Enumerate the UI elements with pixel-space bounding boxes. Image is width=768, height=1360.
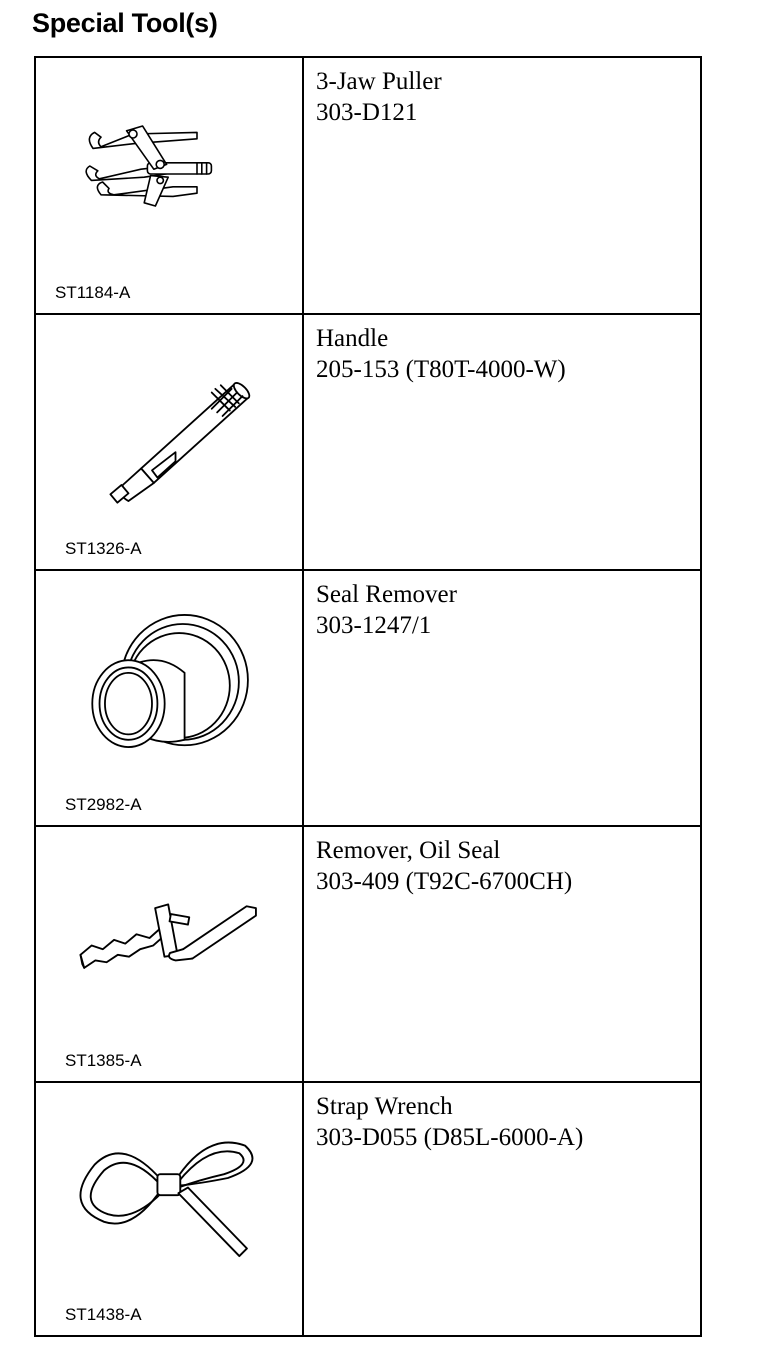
tool-reference-code: ST1326-A	[65, 539, 142, 558]
tool-name: 3-Jaw Puller	[316, 68, 442, 95]
tool-number: 303-D121	[316, 99, 418, 126]
special-tools-table	[34, 56, 702, 1337]
tool-image-cell	[36, 827, 304, 1081]
tool-number: 303-D055 (D85L-6000-A)	[316, 1124, 584, 1151]
tool-reference-code: ST1385-A	[65, 1051, 142, 1070]
tool-row	[36, 571, 700, 827]
tool-description-cell	[304, 1083, 700, 1335]
three-jaw-puller-illustration	[71, 118, 251, 238]
tool-reference-code: ST1184-A	[55, 283, 131, 302]
tool-name: Strap Wrench	[316, 1093, 453, 1120]
tool-description-cell	[304, 571, 700, 825]
handle-illustration	[76, 355, 266, 515]
tool-description-cell	[304, 827, 700, 1081]
tool-number: 303-1247/1	[316, 612, 432, 639]
tool-number: 303-409 (T92C-6700CH)	[316, 868, 573, 895]
page-title: Special Tool(s)	[32, 8, 218, 38]
tool-image-cell	[36, 58, 304, 313]
tool-name: Seal Remover	[316, 581, 457, 608]
tool-row	[36, 827, 700, 1083]
tool-description-cell	[304, 315, 700, 569]
tool-name: Handle	[316, 325, 389, 352]
tool-reference-code: ST2982-A	[65, 795, 142, 814]
seal-remover-illustration	[76, 596, 266, 766]
tool-number: 205-153 (T80T-4000-W)	[316, 356, 566, 383]
tool-image-cell	[36, 571, 304, 825]
tool-row	[36, 315, 700, 571]
oil-seal-remover-illustration	[71, 882, 271, 1022]
tool-row	[36, 1083, 700, 1335]
tool-reference-code: ST1438-A	[65, 1305, 142, 1324]
strap-wrench-illustration	[66, 1118, 266, 1278]
tool-name: Remover, Oil Seal	[316, 837, 501, 864]
tool-image-cell	[36, 315, 304, 569]
tool-image-cell	[36, 1083, 304, 1335]
tool-description-cell	[304, 58, 700, 313]
tool-row	[36, 58, 700, 315]
